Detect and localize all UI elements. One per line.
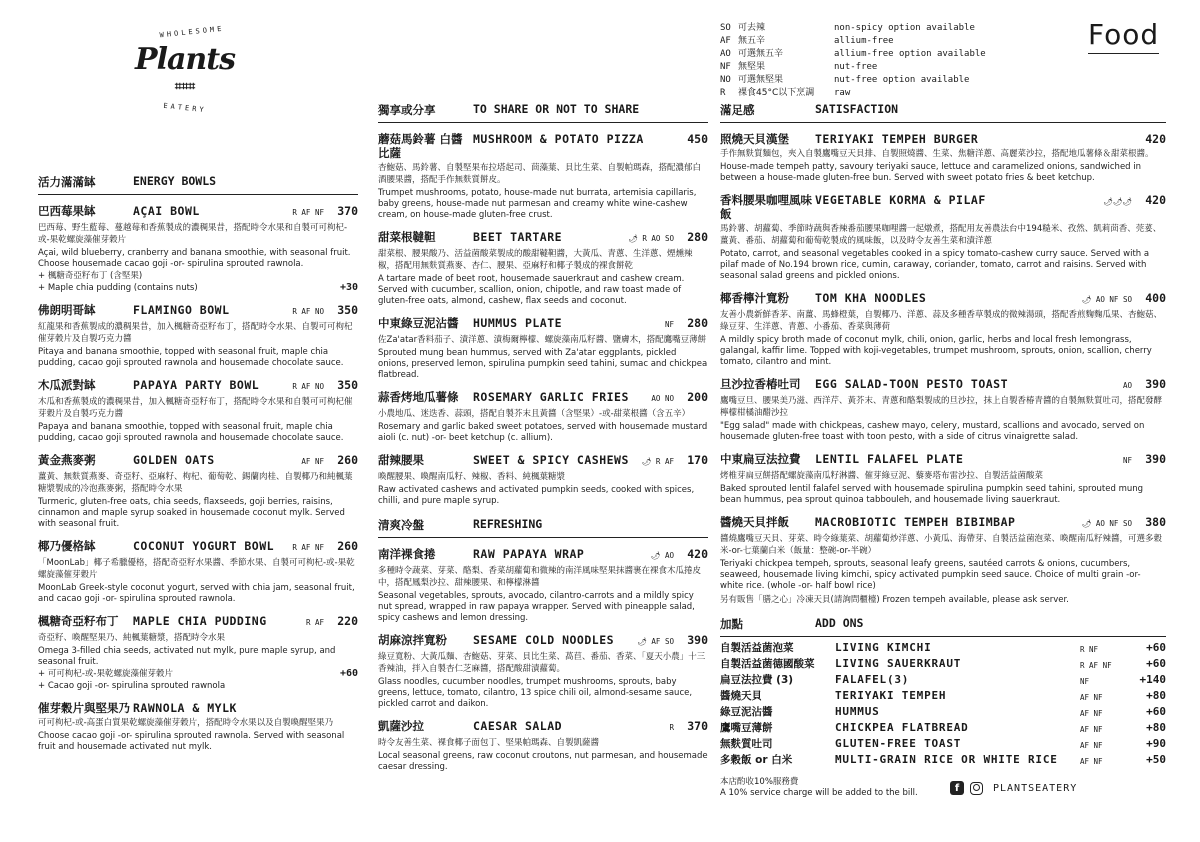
menu-item-desc-en: Omega 3-filled chia seeds, activated nut mylk, pure maple syrup, and seasonal fruit. — [38, 646, 336, 667]
menu-item-price: 390 — [1145, 452, 1166, 466]
menu-item-tags: R AF NO — [292, 307, 324, 316]
menu-item-desc-en: Seasonal vegetables, sprouts, avocado, cilantro-carrots and a mildly spicy nut spread, wrapped in raw papaya wrapper. Served with pineapple salad, spicy cashews and lemon dressing. — [378, 591, 695, 623]
section-title-zh: 加點 — [720, 617, 743, 631]
column-energy — [38, 174, 358, 753]
addon-name-zh: 醬燒天貝 — [720, 690, 762, 702]
addon-price: +50 — [1146, 753, 1166, 766]
option-price: +60 — [339, 668, 358, 679]
menu-item — [720, 452, 1166, 506]
legend-row — [720, 74, 986, 87]
menu-item-name-en: TERIYAKI TEMPEH BURGER — [815, 132, 979, 146]
menu-item-price: 420 — [1145, 193, 1166, 207]
menu-item-tags: AO — [1122, 381, 1132, 390]
menu-item-desc-en: Sprouted mung bean hummus, served with Za'atar eggplants, pickled onions, preserved lemon, spirulina pumpkin seed tahini, sumac and chickpea flatbread. — [378, 348, 708, 380]
legend-row — [720, 61, 986, 74]
menu-item-desc-en: Papaya and banana smoothie, topped with seasonal fruit, maple chia pudding, cacao goji sprouted rawnola and housemade chocolate sauce. — [38, 422, 344, 443]
addon-price: +80 — [1146, 721, 1166, 734]
facebook-icon[interactable]: f — [950, 781, 964, 795]
menu-item-desc-en: Local seasonal greens, raw coconut croutons, nut parmesan, and housemade caesar dressing. — [378, 751, 708, 772]
legend-en: raw — [834, 88, 851, 98]
legend-code: NF — [720, 62, 731, 72]
option-price: +30 — [339, 282, 358, 293]
menu-item-desc-zh: 紅龍果和香蕉製成的濃稠果昔，加入楓糖奇亞籽布丁，搭配時令水果、自製可可枸杞催芽穀片及自製巧克力醬 — [38, 322, 353, 344]
page-title: Food — [1088, 18, 1159, 54]
social-handle[interactable]: PLANTSEATERY — [993, 782, 1078, 794]
section-header-satisfaction — [720, 102, 1166, 123]
menu-item-price: 450 — [687, 132, 708, 146]
menu-item-price: 280 — [687, 230, 708, 244]
menu-item-row — [378, 316, 708, 332]
menu-item — [38, 614, 358, 692]
menu-item-row — [720, 132, 1166, 146]
menu-item-name-zh: 蘑菇馬鈴薯 白醬比薩 — [378, 132, 463, 160]
addon-tags: NF — [1080, 677, 1090, 686]
menu-item-name-en: SWEET & SPICY CASHEWS — [473, 453, 629, 467]
legend-code: R — [720, 88, 726, 98]
menu-item-desc-en: Pitaya and banana smoothie, topped with seasonal fruit, maple chia pudding, cacao goji sprouted rawnola and housemade chocolate sauce. — [38, 347, 344, 368]
menu-item — [378, 390, 708, 444]
legend-en: allium-free option available — [834, 49, 986, 59]
menu-item-row — [38, 378, 358, 394]
menu-item-name-zh: 南洋裸食捲 — [378, 547, 436, 561]
legend-row — [720, 48, 986, 61]
menu-item-desc-en: Potato, carrot, and seasonal vegetables cooked in a spicy tomato-cashew curry sauce. Served with a pilaf made of No.194 brown rice, cumin, caraway, coriander, tomato, carrot and raisins. Served with seasonal salad greens and pickled onions. — [720, 249, 1150, 281]
menu-item-name-zh: 木瓜派對缽 — [38, 378, 96, 392]
menu-item-desc-zh: 「MoonLab」椰子希臘優格，搭配奇亞籽水果醬、季節水果、自製可可枸杞-或-果乾螺旋藻催芽穀片 — [38, 558, 355, 580]
menu-item-name-zh: 催芽穀片與堅果乃 — [38, 701, 130, 715]
menu-item-row — [720, 193, 1166, 221]
addon-row — [720, 705, 1166, 721]
legend-en: nut-free option available — [834, 75, 970, 85]
legend-code: AO — [720, 49, 731, 59]
menu-item-desc-zh: 綠豆寬粉、大黃瓜麵、杏鮑菇、芽菜、貝比生菜、萵苣、番茄、香菜、「夏天小農」十三香辣油，拌入自製杏仁芝麻醬，搭配酸甜漬蘿蔔。 — [378, 652, 706, 674]
menu-item-name-zh: 蒜香烤地瓜薯條 — [378, 390, 459, 404]
menu-item-desc-en: House-made tempeh patty, savoury teriyaki sauce, lettuce and caramelized onions, sandwiched in between a house-made gluten-free bun. Served with sweet potato fries & beet ketchup. — [720, 162, 1142, 183]
legend-zh: 裸食45°C以下烹調 — [738, 88, 815, 98]
addon-tags: R AF NF — [1080, 661, 1112, 670]
menu-item-price: 390 — [1145, 377, 1166, 391]
menu-item-price: 200 — [687, 390, 708, 404]
menu-item — [38, 453, 358, 530]
menu-item-desc-en: A mildly spicy broth made of coconut mylk, chili, onion, garlic, herbs and local fresh lemongrass, galangal, kaffir lime. Topped with koji-vegetables, trumpet mushroom, sprouts, onion, scallion, cherry tomato, cilantro and mint. — [720, 335, 1152, 367]
menu-item-row — [378, 633, 708, 649]
menu-item-row — [38, 539, 358, 555]
menu-item-name-zh: 楓糖奇亞籽布丁 — [38, 614, 119, 628]
menu-item-option — [38, 668, 358, 680]
menu-item-desc-zh: 烤椎芽扁豆餅搭配螺旋藻南瓜籽淋醬、催芽綠豆泥、藜麥塔布雷沙拉、自製活益菌酸菜 — [720, 471, 1044, 481]
addon-name-zh: 綠豆泥沾醬 — [720, 706, 773, 718]
legend-zh: 無五辛 — [738, 36, 766, 46]
menu-item-price: 420 — [1145, 132, 1166, 146]
menu-item-desc-en: Açai, wild blueberry, cranberry and banana smoothie, with seasonal fruit. Choose housemade cacao goji -or- spirulina sprouted rawnola. — [38, 248, 351, 269]
addon-tags: R NF — [1080, 645, 1099, 654]
legend-code: NO — [720, 75, 731, 85]
menu-item-name-zh: 甜辣腰果 — [378, 453, 424, 467]
menu-item-row — [38, 614, 358, 630]
service-charge-zh: 本店酌收10%服務費 — [720, 777, 799, 787]
menu-item-row — [378, 230, 708, 246]
menu-item-desc-en: MoonLab Greek-style coconut yogurt, served with chia jam, seasonal fruit, and cacao goji -or- spirulina sprouted rawnola. — [38, 583, 355, 604]
menu-item-price: 370 — [687, 719, 708, 733]
menu-item — [720, 291, 1166, 368]
menu-item-row — [378, 390, 708, 406]
menu-item-price: 390 — [687, 633, 708, 647]
addon-price: +80 — [1146, 689, 1166, 702]
menu-item-desc-zh: 時令友善生菜、裸食椰子面包丁、堅果帕瑪森、自製凱薩醬 — [378, 738, 600, 748]
legend-zh: 無堅果 — [738, 62, 766, 72]
menu-item-desc-zh: 杏鮑菇、馬鈴薯、自製堅果布拉塔起司、茴藻葉、貝比生菜、自製帕瑪森，搭配濃郁白酒腰果醬，搭配手作無麩質餅皮。 — [378, 163, 702, 185]
addon-price: +90 — [1146, 737, 1166, 750]
menu-item-name-zh: 椰香檸汁寬粉 — [720, 291, 789, 305]
addon-row — [720, 737, 1166, 753]
menu-item-name-en: EGG SALAD-TOON PESTO TOAST — [815, 377, 1009, 391]
menu-item-desc-zh: 小農地瓜、迷迭香、蒜頭，搭配自製芥末且黃醬（含堅果）-或-甜菜根醬（含五辛） — [378, 409, 691, 419]
menu-item-price: 170 — [687, 453, 708, 467]
addon-name-en: GLUTEN-FREE TOAST — [835, 737, 962, 750]
menu-item-tags: NF — [1122, 456, 1132, 465]
addon-row — [720, 641, 1166, 657]
section-title-en: TO SHARE OR NOT TO SHARE — [473, 102, 640, 116]
menu-item-price: 400 — [1145, 291, 1166, 305]
menu-item-desc-zh: 友善小農新鮮香茅、南薑、馬蜂橙葉，自製椰乃、洋蔥、蒜及多種香草製成的微辣湯頭，搭配香煎麴麴瓜果、杏鮑菇、綠豆芽、生洋蔥、青蔥、小番茄、香菜與薄荷 — [720, 310, 1163, 332]
menu-item-name-zh: 照燒天貝漢堡 — [720, 132, 789, 146]
menu-item-price: 350 — [337, 378, 358, 392]
menu-item-desc-en: Rosemary and garlic baked sweet potatoes, served with housemade mustard aioli (c. nut) -or- beet ketchup (c. allium). — [378, 422, 708, 443]
menu-item-name-en: MUSHROOM & POTATO PIZZA — [473, 132, 644, 146]
menu-item-name-zh: 胡麻涼拌寬粉 — [378, 633, 447, 647]
section-header-share — [378, 102, 708, 123]
legend-en: non-spicy option available — [834, 23, 975, 33]
logo-top-text: WHOLESOME — [159, 24, 225, 40]
menu-item — [378, 132, 708, 221]
menu-item-note: 另有販售「膳之心」冷凍天貝(請詢問櫃檯) Frozen tempeh available, please ask server. — [720, 595, 1069, 605]
menu-item-price: 370 — [337, 204, 358, 218]
legend-row — [720, 35, 986, 48]
menu-item — [378, 547, 708, 624]
addon-tags: AF NF — [1080, 709, 1103, 718]
section-title-zh: 滿足感 — [720, 103, 755, 117]
addon-price: +60 — [1146, 657, 1166, 670]
menu-item-name-zh: 黃金燕麥粥 — [38, 453, 96, 467]
addon-tags: AF NF — [1080, 693, 1103, 702]
menu-item-row — [38, 453, 358, 469]
menu-item-name-en: PAPAYA PARTY BOWL — [133, 378, 260, 392]
menu-item-desc-en: Turmeric, gluten-free oats, chia seeds, flaxseeds, goji berries, raisins, cinnamon and maple syrup soaked in housemade coconut mylk. Served with seasonal fruit. — [38, 497, 345, 529]
menu-item-name-en: COCONUT YOGURT BOWL — [133, 539, 275, 553]
section-title-zh: 清爽冷盤 — [378, 518, 424, 532]
addon-tags: AF NF — [1080, 741, 1103, 750]
menu-item-name-en: LENTIL FALAFEL PLATE — [815, 452, 964, 466]
logo — [130, 24, 240, 148]
menu-item-price: 280 — [687, 316, 708, 330]
legend-zh: 可選無堅果 — [738, 75, 784, 85]
menu-item-desc-zh: 鷹嘴豆旦、腰果美乃滋、西洋芹、黃芥末、青蔥和酪梨製成的旦沙拉，抹上自製香椿青醬的自製無麩質吐司，搭配發酵檸檬柑橘油醋沙拉 — [720, 396, 1163, 418]
logo-bottom-text: EATERY — [163, 101, 207, 115]
menu-item — [378, 316, 708, 381]
addon-row — [720, 753, 1166, 769]
menu-item-desc-en: "Egg salad" made with chickpeas, cashew mayo, celery, mustard, scallions and avocado, served on housemade gluten-free toast with toon pesto, with a side of citrus vinaigrette salad. — [720, 421, 1145, 442]
menu-item-name-zh: 醬燒天貝拌飯 — [720, 515, 789, 529]
menu-item-name-en: CAESAR SALAD — [473, 719, 563, 733]
addon-row — [720, 689, 1166, 705]
menu-item-desc-en: Baked sprouted lentil falafel served with housemade spirulina pumpkin seed tahini, sprouted mung bean hummus, pea sprout quinoa tabbouleh, and housemade living sauerkraut. — [720, 484, 1144, 505]
addon-price: +60 — [1146, 705, 1166, 718]
menu-item — [38, 701, 358, 753]
section-header-refresh — [378, 517, 708, 538]
addon-tags: AF NF — [1080, 757, 1103, 766]
menu-item-price: 350 — [337, 303, 358, 317]
menu-item-option — [38, 680, 358, 692]
section-title-zh: 活力滿滿缽 — [38, 175, 96, 189]
menu-item-tags: 🌶 AF SO — [637, 637, 674, 646]
legend-zh: 可去辣 — [738, 23, 766, 33]
menu-item-name-en: GOLDEN OATS — [133, 453, 215, 467]
menu-item-row — [378, 132, 708, 160]
menu-item — [720, 193, 1166, 282]
menu-item-desc-zh: 手作無麩質麵包，夾入自製鷹嘴豆天貝排、自製照燒醬、生菜、焦糖洋蔥、高麗菜沙拉，搭配地瓜薯條＆甜菜根醬。 — [720, 149, 1154, 159]
menu-item-name-zh: 中東綠豆泥沾醬 — [378, 316, 459, 330]
service-charge-note — [720, 777, 950, 799]
menu-item-row — [378, 547, 708, 563]
addon-name-en: LIVING SAUERKRAUT — [835, 657, 962, 670]
addon-row — [720, 721, 1166, 737]
addon-name-en: HUMMUS — [835, 705, 880, 718]
menu-item-name-zh: 香料腰果咖哩風味飯 — [720, 193, 812, 221]
menu-item-desc-zh: 木瓜和香蕉製成的濃稠果昔，加入楓糖奇亞籽布丁，搭配時令水果和自製可可枸杞催芽穀片及自製巧克力醬 — [38, 397, 353, 419]
menu-item-desc-zh: 多種時令蔬菜、芽菜、酪梨、香菜胡蘿蔔和微辣的南洋風味堅果抹醬裹在裸食木瓜捲皮中，搭配鳳梨沙拉、甜辣腰果、和檸檬淋醬 — [378, 566, 702, 588]
legend-en: nut-free — [834, 62, 878, 72]
menu-item-tags: AF NF — [301, 457, 324, 466]
section-header-addons — [720, 616, 1166, 637]
legend-row — [720, 22, 986, 35]
menu-item-tags: R AF — [305, 618, 324, 627]
menu-item-desc-zh: 醬燒鷹嘴豆天貝、芽菜、時令綠葉菜、胡蘿蔔炒洋蔥、小黃瓜、海帶芽、自製活益菌泡菜、喚醒南瓜籽辣醬，可選多穀米-or-七葉蘭白米（飯量：整碗-or-半碗） — [720, 534, 1163, 556]
addon-name-zh: 鷹嘴豆薄餅 — [720, 722, 773, 734]
addon-name-en: CHICKPEA FLATBREAD — [835, 721, 969, 734]
menu-item-desc-en: A tartare made of beet root, housemade sauerkraut and cashew cream. Served with cucumber, scallion, onion, chipotle, and raw toast made of gluten-free oats, almond, cashew, flax seeds and coconut. — [378, 274, 685, 306]
legend-row — [720, 87, 986, 100]
menu-item-tags: R — [669, 723, 674, 732]
menu-item — [378, 719, 708, 773]
menu-item-price: 420 — [687, 547, 708, 561]
menu-item-name-en: ROSEMARY GARLIC FRIES — [473, 390, 629, 404]
menu-item-price: 260 — [337, 539, 358, 553]
menu-item-desc-en: Choose cacao goji -or- spirulina sprouted rawnola. Served with seasonal fruit and housemade activated nut mylk. — [38, 731, 345, 752]
section-title-en: REFRESHING — [473, 517, 543, 531]
menu-item-desc-zh: 甜菜根、腰果酸乃、活益菌酸菜製成的酸甜韃靼醬，大黃瓜、青蔥、生洋蔥、煙燻辣椒，搭配用無麩質燕麥、杏仁、腰果、亞麻籽和椰子製成的裸食餅乾 — [378, 249, 693, 271]
section-title-zh: 獨享或分享 — [378, 103, 436, 117]
menu-item-name-zh: 中東扁豆法拉費 — [720, 452, 801, 466]
menu-item-tags: AO NO — [651, 394, 674, 403]
menu-item-desc-en: Glass noodles, cucumber noodles, trumpet mushrooms, sprouts, baby greens, lettuce, tomato, cilantro, 13 spice chili oil, almond-sesame sauce, pickled carrot and daikon. — [378, 677, 693, 709]
footer — [720, 777, 1166, 799]
menu-item-row — [378, 719, 708, 735]
menu-item-tags: NF — [664, 320, 674, 329]
menu-item-name-en: BEET TARTARE — [473, 230, 563, 244]
menu-item-name-en: SESAME COLD NOODLES — [473, 633, 615, 647]
dietary-legend — [720, 22, 986, 100]
menu-item-price: 260 — [337, 453, 358, 467]
menu-item-name-en: RAWNOLA & MYLK — [133, 701, 237, 715]
legend-en: allium-free — [834, 36, 894, 46]
menu-item-name-en: FLAMINGO BOWL — [133, 303, 230, 317]
menu-item-desc-en: Raw activated cashews and activated pumpkin seeds, cooked with spices, chilli, and pure maple syrup. — [378, 485, 695, 506]
menu-item-desc-zh: 可可枸杞-或-高蛋白質果乾螺旋藻催芽穀片，搭配時令水果以及自製喚醒堅果乃 — [38, 718, 334, 728]
menu-item — [38, 204, 358, 294]
menu-item-row — [720, 452, 1166, 468]
menu-item-tags: 🌶 AO — [650, 551, 674, 560]
menu-item-tags: R AF NF — [292, 543, 324, 552]
addon-name-en: FALAFEL(3) — [835, 673, 910, 686]
menu-item-name-zh: 凱薩沙拉 — [378, 719, 424, 733]
section-header-energy — [38, 174, 358, 195]
logo-mark-icon: ⌗⌗⌗ — [174, 79, 196, 93]
menu-item-tags: 🌶 AO NF SO — [1081, 295, 1132, 304]
option-text: + 可可枸杞-或-果乾螺旋藻催芽穀片 — [38, 669, 173, 679]
section-title-en: SATISFACTION — [815, 102, 899, 116]
menu-item-name-en: VEGETABLE KORMA & PILAF — [815, 193, 986, 207]
menu-item-name-en: RAW PAPAYA WRAP — [473, 547, 585, 561]
menu-item — [720, 377, 1166, 443]
addon-name-zh: 扁豆法拉費 (3) — [720, 674, 794, 686]
menu-item-tags: R AF NF — [292, 208, 324, 217]
menu-item-option — [38, 270, 358, 282]
legend-code: AF — [720, 36, 731, 46]
addon-name-en: LIVING KIMCHI — [835, 641, 932, 654]
menu-item-row — [378, 453, 708, 469]
menu-item-name-zh: 旦沙拉香椿吐司 — [720, 377, 801, 391]
menu-item-tags: 🌶🌶🌶 — [1103, 197, 1132, 206]
menu-item-desc-zh: 馬鈴薯、胡蘿蔔、季節時蔬與香辣番茄腰果咖哩醬一起燉煮，搭配用友善農法台中194糙米、孜然、凱莉茴香、莞荽、薑黃、番茄、胡蘿蔔和葡萄乾製成的風味飯，以及時令友善生菜和漬洋蔥 — [720, 224, 1162, 246]
menu-item-desc-zh: 薑黃、無麩質燕麥、奇亞籽、亞麻籽、枸杞、葡萄乾、錫蘭肉桂、自製椰乃和純楓葉糖漿製成的冷泡燕麥粥，搭配時令水果 — [38, 472, 353, 494]
service-charge-en: A 10% service charge will be added to the bill. — [720, 788, 918, 798]
menu-item-name-zh: 佛朗明哥缽 — [38, 303, 96, 317]
menu-item-row — [720, 377, 1166, 393]
addon-name-zh: 自製活益菌德國酸菜 — [720, 658, 815, 670]
menu-item-row — [38, 303, 358, 319]
menu-item-price: 380 — [1145, 515, 1166, 529]
menu-item-price: 220 — [337, 614, 358, 628]
menu-item-row — [720, 291, 1166, 307]
addon-name-zh: 無麩質吐司 — [720, 738, 773, 750]
column-share-refresh — [378, 102, 708, 773]
menu-item-name-en: MAPLE CHIA PUDDING — [133, 614, 267, 628]
menu-item — [720, 515, 1166, 606]
menu-item-desc-zh: 佐Za'atar香料茄子、漬洋蔥、漬梅爾檸檬、螺旋藻南瓜籽醬、鹽膚木，搭配鷹嘴豆薄餅 — [378, 335, 707, 345]
menu-item-name-en: TOM KHA NOODLES — [815, 291, 927, 305]
addon-row — [720, 673, 1166, 689]
menu-item-name-en: MACROBIOTIC TEMPEH BIBIMBAP — [815, 515, 1016, 529]
section-title-en: ENERGY BOWLS — [133, 174, 217, 188]
addon-price: +60 — [1146, 641, 1166, 654]
addon-list — [720, 641, 1166, 769]
menu-item-tags: 🌶 AO NF SO — [1081, 519, 1132, 528]
menu-item-desc-zh: 巴西莓、野生藍莓、蔓越莓和香蕉製成的濃稠果昔，搭配時令水果和自製可可枸杞-或-果乾螺旋藻催芽穀片 — [38, 223, 348, 245]
menu-item — [378, 230, 708, 307]
menu-item-tags: R AF NO — [292, 382, 324, 391]
addon-price: +140 — [1139, 673, 1166, 686]
addon-name-zh: 自製活益菌泡菜 — [720, 642, 794, 654]
addon-name-zh: 多穀飯 or 白米 — [720, 754, 793, 766]
menu-item — [378, 453, 708, 507]
option-text: + Maple chia pudding (contains nuts) — [38, 283, 198, 293]
menu-item — [38, 539, 358, 605]
addon-name-en: TERIYAKI TEMPEH — [835, 689, 947, 702]
menu-item-name-zh: 巴西莓果缽 — [38, 204, 96, 218]
menu-item — [720, 132, 1166, 184]
option-text: + 楓糖奇亞籽布丁 (含堅果) — [38, 271, 143, 281]
addon-tags: AF NF — [1080, 725, 1103, 734]
menu-item-row — [38, 701, 358, 715]
menu-item-row — [38, 204, 358, 220]
menu-item-desc-en: Teriyaki chickpea tempeh, sprouts, seasonal leafy greens, sautéed carrots & onions, cucumbers, seaweed, housemade living kimchi, spicy activated pumpkin seed sauce. Choice of multi grain -or- white rice. (whole -or- half bowl rice) — [720, 559, 1141, 591]
option-text: + Cacao goji -or- spirulina sprouted rawnola — [38, 681, 226, 691]
menu-item-name-zh: 甜菜根韃靼 — [378, 230, 436, 244]
menu-item-option — [38, 282, 358, 294]
menu-item-tags: 🌶 R AO SO — [628, 234, 674, 243]
menu-item — [38, 303, 358, 369]
addon-name-en: MULTI-GRAIN RICE OR WHITE RICE — [835, 753, 1058, 766]
legend-code: SO — [720, 23, 731, 33]
addon-row — [720, 657, 1166, 673]
menu-item-name-en: HUMMUS PLATE — [473, 316, 563, 330]
menu-item-tags: 🌶 R AF — [641, 457, 674, 466]
menu-item — [378, 633, 708, 710]
menu-item-name-zh: 椰乃優格缽 — [38, 539, 96, 553]
menu-item-desc-en: Trumpet mushrooms, potato, house-made nut burrata, artemisia capillaris, baby greens, house-made nut parmesan and creamy white wine-cashew cream, on house-made gluten-free crust. — [378, 188, 697, 220]
column-satisfaction-addons — [720, 102, 1166, 799]
menu-item-desc-zh: 喚醒腰果、喚醒南瓜籽、辣椒、香料、純楓葉糖漿 — [378, 472, 566, 482]
logo-brand: Plants — [135, 42, 235, 77]
menu-item-name-en: AÇAI BOWL — [133, 204, 200, 218]
legend-zh: 可選無五辛 — [738, 49, 784, 59]
menu-item — [38, 378, 358, 444]
menu-item-desc-zh: 奇亞籽、喚醒堅果乃、純楓葉糖漿，搭配時令水果 — [38, 633, 226, 643]
menu-item-row — [720, 515, 1166, 531]
section-title-en: ADD ONS — [815, 616, 864, 630]
instagram-icon[interactable] — [970, 782, 983, 795]
